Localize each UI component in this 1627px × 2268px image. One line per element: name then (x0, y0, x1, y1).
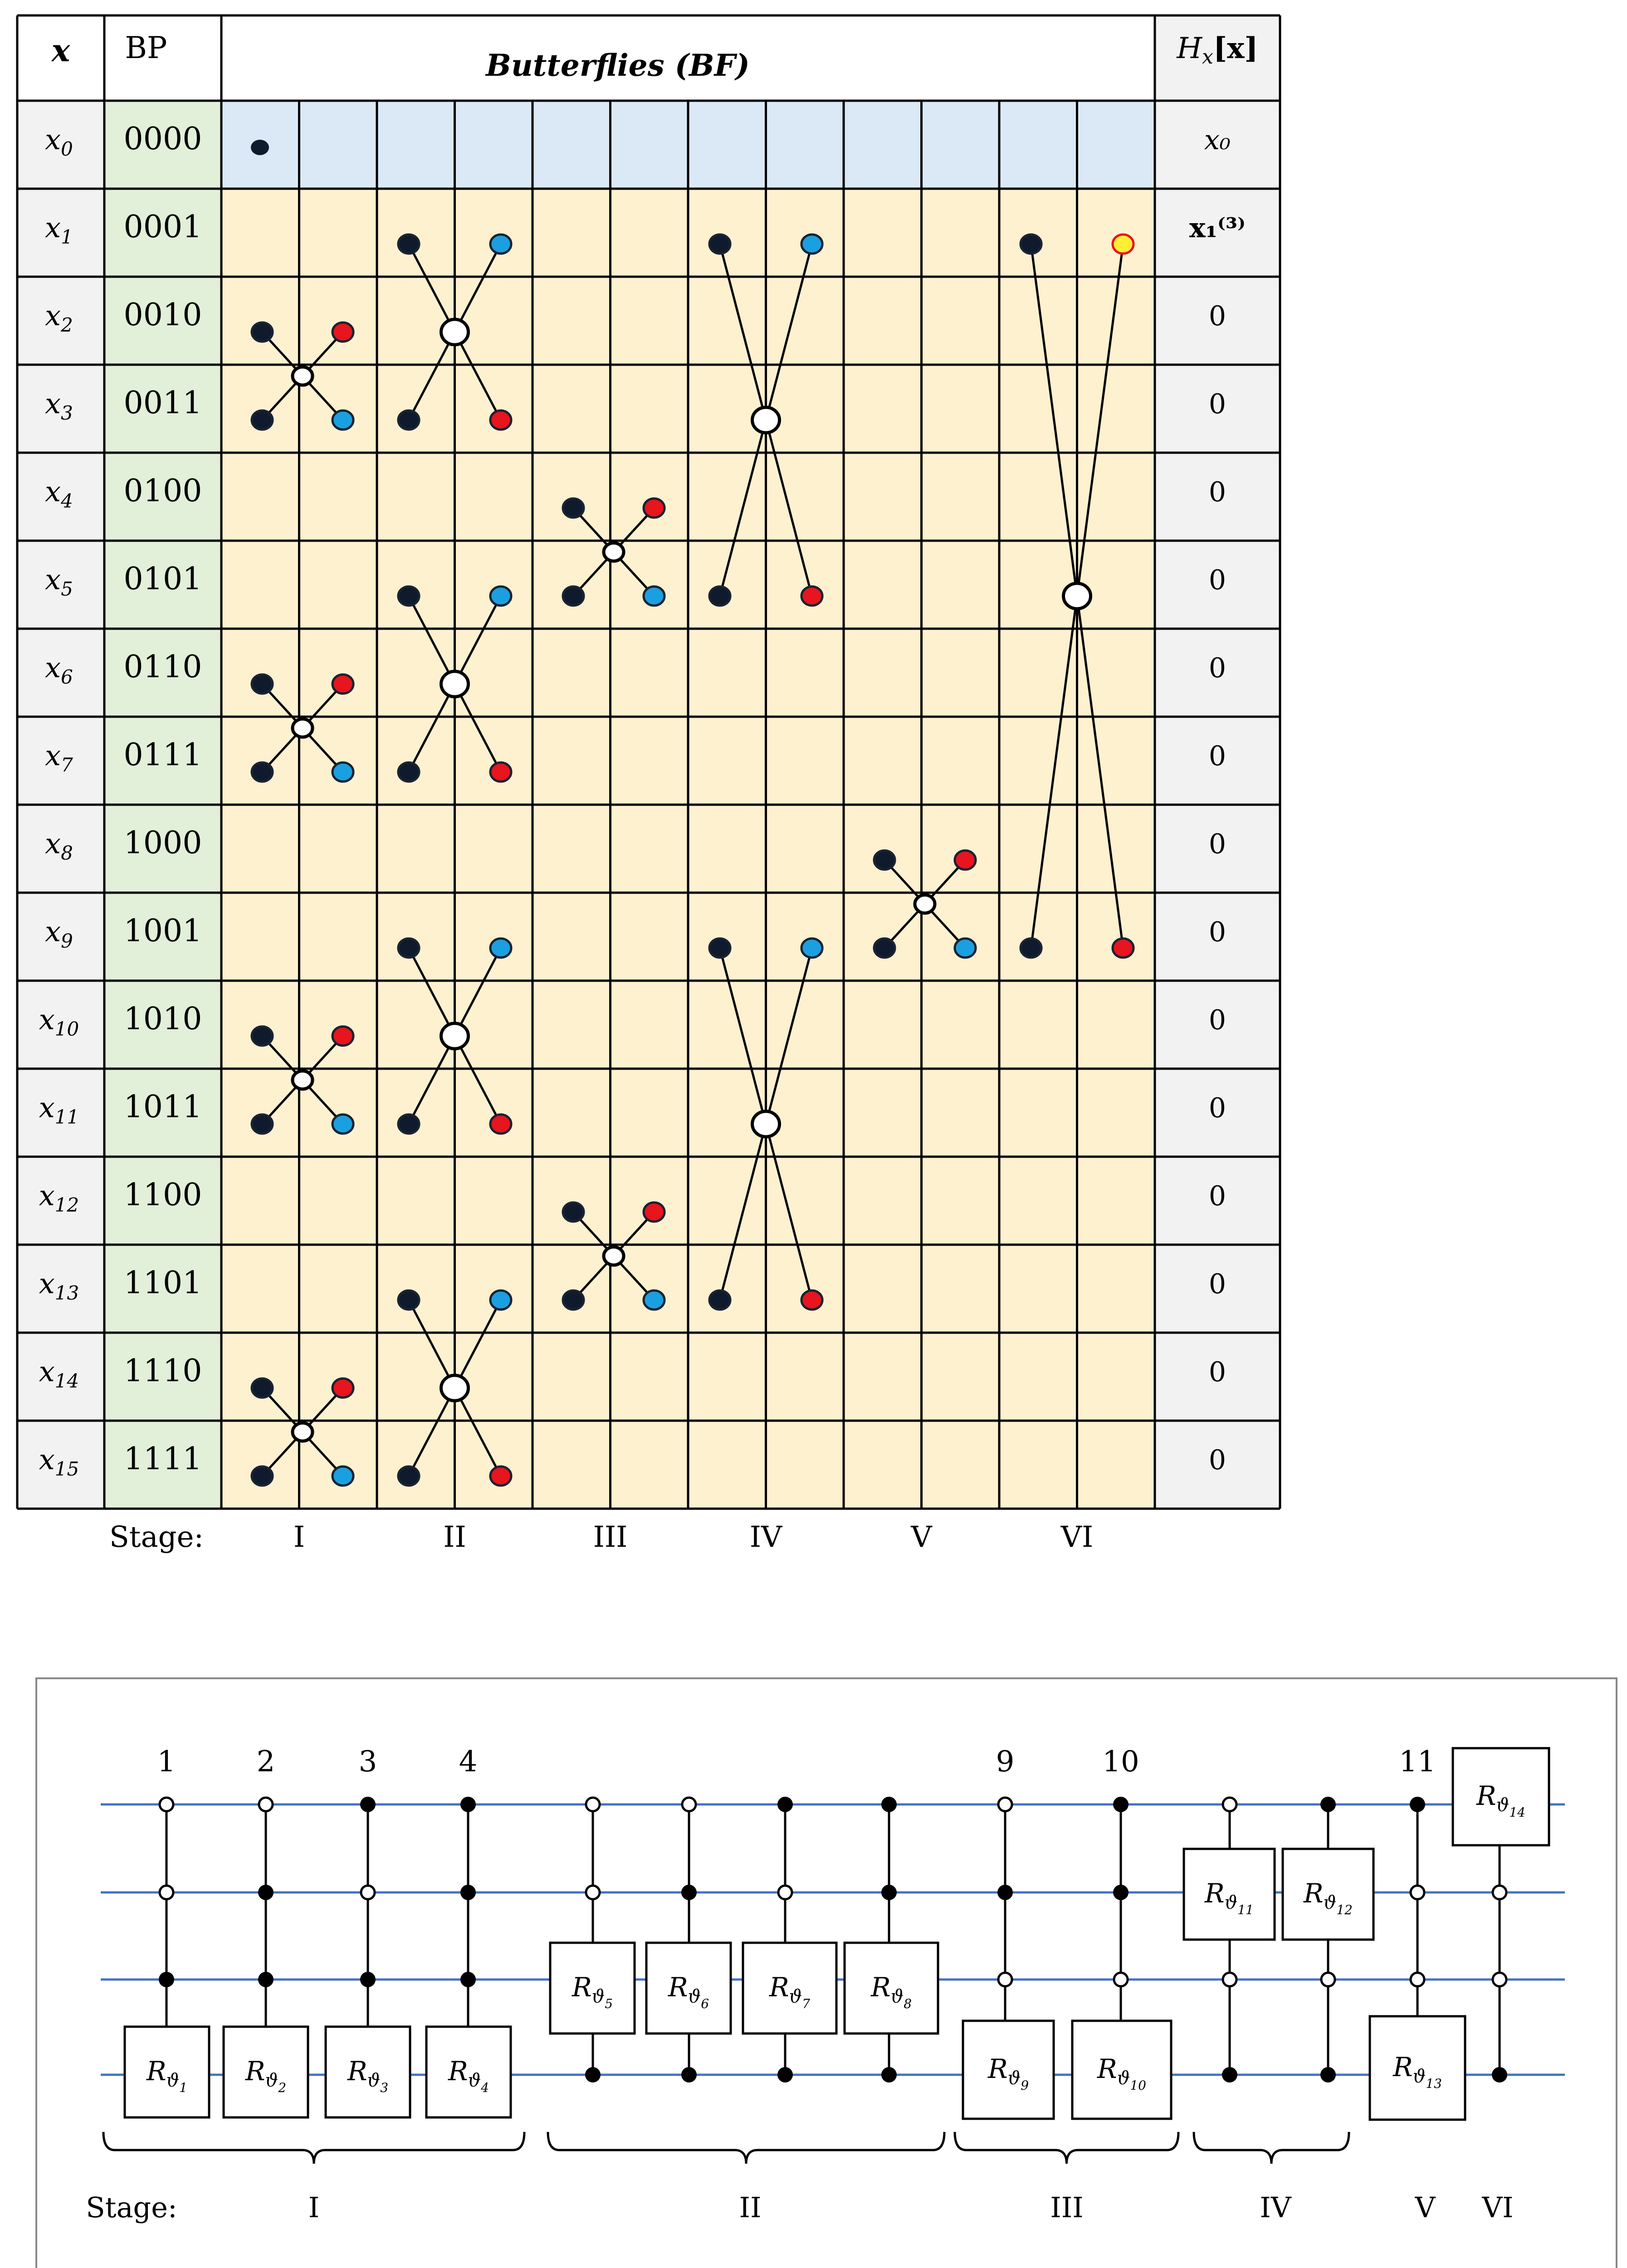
x-label-main: x (45, 827, 61, 860)
table-stage-II: II (443, 1520, 466, 1554)
control-dot-filled (681, 1885, 697, 1900)
control-dot-filled (881, 1885, 897, 1900)
hx-value: 0 (1208, 916, 1226, 948)
x-label-subscript: 2 (61, 314, 73, 336)
butterfly-input-node (398, 587, 419, 606)
butterfly-output-node (490, 235, 511, 254)
rotation-gate (646, 1943, 731, 2033)
control-dot-filled (777, 1797, 793, 1812)
butterfly-output-node (332, 1026, 353, 1046)
butterflies-header: Butterflies (BF) (486, 48, 750, 83)
x-label-main: x (39, 1003, 55, 1036)
control-dot-open (586, 1798, 600, 1811)
table-stage-I: I (293, 1520, 305, 1554)
control-dot-filled (360, 1797, 376, 1812)
control-dot-open (1493, 1886, 1506, 1899)
gate-label-theta: ϑ (265, 2070, 278, 2091)
butterfly-input-node (398, 1466, 419, 1486)
control-dot-filled (1113, 1885, 1129, 1900)
gate-label-theta: ϑ (367, 2070, 381, 2091)
x-label-subscript: 0 (61, 138, 73, 160)
butterfly-input-node (398, 938, 419, 958)
circuit-stage-VI: VI (1482, 2191, 1514, 2224)
butterfly-input-node (563, 1202, 584, 1222)
control-dot-filled (1320, 2067, 1336, 2082)
control-dot-open (160, 1798, 173, 1811)
bp-value: 0100 (123, 473, 202, 509)
butterfly-input-node (252, 675, 273, 694)
gate-number: 10 (1102, 1745, 1139, 1779)
gate-label-theta: ϑ (1117, 2068, 1130, 2089)
control-dot-open (1321, 1973, 1335, 1986)
control-dot-filled (1113, 1797, 1129, 1812)
x-label-subscript: 8 (61, 842, 73, 864)
gate-label-r: R (245, 2056, 265, 2087)
hx-value: 0 (1208, 1004, 1226, 1036)
bp-value: 1110 (123, 1353, 202, 1389)
bp-value: 1100 (123, 1177, 202, 1213)
butterfly-center-node (604, 543, 624, 561)
x-label-subscript: 10 (54, 1018, 79, 1040)
rotation-gate (1072, 2021, 1171, 2119)
circuit-stage-III: III (1050, 2191, 1084, 2224)
control-dot-filled (1410, 1797, 1425, 1812)
bp-value: 0101 (123, 561, 202, 597)
gate-label-index: 11 (1237, 1902, 1254, 1917)
x-label-subscript: 5 (61, 578, 73, 600)
gate-label-theta: ϑ (591, 1986, 605, 2007)
bp-value: 0000 (123, 121, 202, 157)
butterfly-output-node (490, 587, 511, 606)
butterfly-input-node (252, 763, 273, 782)
butterfly-output-node (1113, 938, 1134, 958)
table-stage-label: Stage: (109, 1520, 204, 1554)
gate-label-index: 1 (179, 2080, 188, 2095)
butterfly-center-node (441, 671, 469, 697)
butterfly-center-node (293, 367, 313, 385)
butterfly-center-node (752, 407, 780, 433)
rotation-gate (1453, 1748, 1549, 1845)
rotation-gate (125, 2027, 209, 2117)
gate-label-r: R (1304, 1878, 1324, 1909)
control-dot-filled (1222, 2067, 1237, 2082)
control-dot-filled (881, 2067, 897, 2082)
gate-label-r: R (987, 2053, 1008, 2084)
gate-number: 9 (996, 1745, 1015, 1779)
control-dot-filled (997, 1885, 1013, 1900)
x-label-subscript: 6 (61, 666, 73, 688)
gate-number: 2 (256, 1745, 275, 1779)
control-dot-filled (777, 2067, 793, 2082)
x-label-subscript: 1 (61, 226, 73, 248)
control-dot-filled (681, 2067, 697, 2082)
circuit-panel (36, 1678, 1617, 2268)
hx-value: 0 (1208, 1356, 1226, 1388)
gate-label-index: 6 (701, 1996, 709, 2011)
x-label-main: x (45, 739, 61, 772)
gate-label-r: R (572, 1972, 592, 2003)
x-label-main: x (39, 1091, 55, 1124)
butterfly-input-node (252, 1466, 273, 1486)
butterfly-output-node (955, 850, 976, 870)
butterfly-input-node (563, 587, 584, 606)
gate-label-index: 4 (481, 2080, 489, 2095)
control-dot-open (682, 1798, 696, 1811)
rotation-gate (326, 2027, 410, 2117)
rotation-gate (963, 2021, 1054, 2119)
butterfly-center-node (915, 895, 935, 913)
control-dot-open (1411, 1886, 1424, 1899)
butterfly-input-node (398, 1114, 419, 1134)
rotation-gate (1370, 2016, 1465, 2120)
x-label-subscript: 9 (61, 930, 73, 952)
control-dot-open (1411, 1973, 1424, 1986)
hx-value: 0 (1208, 740, 1226, 772)
rotation-gate (1283, 1849, 1373, 1940)
butterfly-input-node (1021, 235, 1041, 254)
butterfly-output-node (801, 235, 822, 254)
rotation-gate (550, 1943, 635, 2033)
table-stage-IV: IV (749, 1520, 782, 1554)
butterfly-table (17, 15, 1280, 1554)
butterfly-output-node (955, 938, 976, 958)
hx-value: x₀ (1204, 124, 1231, 156)
control-dot-open (1223, 1798, 1236, 1811)
butterfly-center-node (293, 719, 313, 737)
gate-label-theta: ϑ (1496, 1795, 1510, 1816)
hx-value: 0 (1208, 1268, 1226, 1300)
hx-value: 0 (1208, 300, 1226, 332)
bp-value: 0001 (123, 209, 202, 245)
gate-label-theta: ϑ (688, 1986, 701, 2007)
gate-label-r: R (668, 1972, 688, 2003)
butterfly-output-node (490, 1466, 511, 1486)
butterfly-output-node (332, 1378, 353, 1398)
control-dot-open (1223, 1973, 1236, 1986)
gate-label-r: R (347, 2056, 367, 2087)
gate-label-theta: ϑ (1412, 2066, 1426, 2087)
gate-label-r: R (1393, 2052, 1413, 2082)
x-label-subscript: 3 (61, 402, 73, 424)
butterfly-input-node (563, 1290, 584, 1310)
butterfly-output-node (332, 411, 353, 430)
butterfly-input-node (398, 235, 419, 254)
control-dot-filled (159, 1972, 174, 1987)
control-dot-filled (460, 1885, 476, 1900)
gate-label-index: 8 (904, 1996, 912, 2011)
hx-value: 0 (1208, 1444, 1226, 1476)
gate-label-r: R (870, 1972, 891, 2003)
butterfly-output-node (801, 1290, 822, 1310)
x-label-main: x (45, 651, 61, 684)
bp-value: 0011 (123, 385, 202, 421)
butterfly-center-node (441, 1375, 469, 1401)
hx-value: x₁⁽³⁾ (1189, 212, 1246, 244)
control-dot-open (1114, 1973, 1128, 1986)
gate-label-theta: ϑ (1224, 1892, 1238, 1913)
bp-value: 1011 (123, 1089, 202, 1125)
gate-label-index: 9 (1021, 2078, 1029, 2093)
x-label-main: x (39, 1179, 55, 1212)
control-dot-filled (360, 1972, 376, 1987)
butterfly-center-node (604, 1247, 624, 1265)
x-label-main: x (45, 211, 61, 244)
butterfly-input-node (874, 938, 895, 958)
control-dot-filled (460, 1797, 476, 1812)
rotation-gate (845, 1943, 938, 2033)
circuit-stage-label: Stage: (86, 2191, 177, 2224)
rotation-gate (426, 2027, 511, 2117)
butterfly-output-node (1113, 235, 1134, 254)
control-dot-filled (881, 1797, 897, 1812)
butterfly-input-node (709, 235, 730, 254)
butterfly-input-node (874, 850, 895, 870)
control-dot-filled (1320, 1797, 1336, 1812)
butterfly-output-node (801, 938, 822, 958)
butterfly-center-node (441, 1023, 469, 1049)
butterfly-input-node (398, 763, 419, 782)
gate-label-r: R (146, 2056, 166, 2087)
bp-column-header: BP (125, 30, 167, 65)
butterfly-output-node (490, 411, 511, 430)
x-label-main: x (45, 475, 61, 508)
gate-number: 4 (459, 1745, 478, 1779)
x-label-main: x (39, 1267, 55, 1300)
butterfly-output-node (332, 1466, 353, 1486)
gate-label-index: 10 (1130, 2078, 1146, 2093)
gate-label-r: R (448, 2056, 468, 2087)
x-column-header: x (51, 33, 70, 69)
butterfly-output-node (644, 587, 664, 606)
bp-value: 1010 (123, 1001, 202, 1037)
x-label-subscript: 4 (61, 490, 73, 512)
table-stage-VI: VI (1060, 1520, 1094, 1554)
hx-value: 0 (1208, 564, 1226, 596)
gate-label-theta: ϑ (166, 2070, 180, 2091)
gate-number: 11 (1399, 1745, 1436, 1779)
x-label-subscript: 13 (54, 1282, 79, 1304)
butterfly-output-node (332, 1114, 353, 1134)
bp-value: 0110 (123, 649, 202, 685)
control-dot-open (259, 1798, 273, 1811)
bp-value: 0010 (123, 297, 202, 333)
butterfly-input-node (709, 587, 730, 606)
gate-label-theta: ϑ (890, 1986, 904, 2007)
butterfly-output-node (490, 938, 511, 958)
gate-label-index: 14 (1509, 1805, 1525, 1820)
butterfly-input-node (709, 1290, 730, 1310)
butterfly-input-node (252, 411, 273, 430)
x0-black-node (251, 140, 269, 155)
butterfly-input-node (252, 1378, 273, 1398)
gate-label-theta: ϑ (1323, 1892, 1337, 1913)
gate-label-r: R (1097, 2053, 1117, 2084)
gate-label-index: 3 (380, 2080, 389, 2095)
hx-value: 0 (1208, 652, 1226, 684)
rotation-gate (1184, 1849, 1275, 1940)
butterfly-output-node (490, 763, 511, 782)
hx-header-arg: [x] (1213, 31, 1258, 65)
circuit-stage-V: V (1415, 2191, 1436, 2224)
butterfly-output-node (332, 323, 353, 342)
x-label-subscript: 15 (54, 1458, 79, 1480)
hx-header-sub: x (1202, 45, 1213, 68)
gate-label-index: 2 (278, 2080, 287, 2095)
x-label-subscript: 14 (54, 1370, 79, 1392)
control-dot-filled (1492, 2067, 1507, 2082)
gate-number: 1 (157, 1745, 176, 1779)
bp-value: 1001 (123, 913, 202, 949)
x-label-main: x (45, 563, 61, 596)
butterfly-output-node (801, 587, 822, 606)
butterfly-input-node (563, 499, 584, 518)
butterfly-input-node (398, 411, 419, 430)
bp-value: 1000 (123, 825, 202, 861)
control-dot-open (160, 1886, 173, 1899)
control-dot-open (361, 1886, 375, 1899)
rotation-gate (743, 1943, 836, 2033)
butterfly-input-node (252, 323, 273, 342)
butterfly-input-node (398, 1290, 419, 1310)
butterfly-input-node (252, 1114, 273, 1134)
hx-column-header (1176, 31, 1258, 68)
table-stage-V: V (911, 1520, 932, 1554)
control-dot-filled (258, 1972, 274, 1987)
control-dot-filled (585, 2067, 601, 2082)
circuit-stage-I: I (308, 2191, 320, 2224)
hx-value: 0 (1208, 828, 1226, 860)
butterfly-output-node (490, 1114, 511, 1134)
butterfly-center-node (293, 1071, 313, 1089)
control-dot-open (998, 1973, 1012, 1986)
butterfly-input-node (1021, 938, 1041, 958)
row0-node (251, 140, 269, 155)
control-dot-open (1493, 1973, 1506, 1986)
gate-label-theta: ϑ (468, 2070, 481, 2091)
hx-value: 0 (1208, 1180, 1226, 1212)
gate-label-index: 12 (1336, 1902, 1353, 1917)
bp-value: 1111 (123, 1441, 202, 1477)
x-label-main: x (39, 1443, 55, 1476)
gate-label-r: R (769, 1972, 789, 2003)
butterfly-center-node (293, 1423, 313, 1441)
table-stage-III: III (593, 1520, 628, 1554)
butterfly-center-node (1064, 583, 1091, 609)
butterfly-output-node (332, 763, 353, 782)
gate-label-r: R (1476, 1780, 1496, 1811)
bp-value: 1101 (123, 1265, 202, 1301)
control-dot-open (778, 1886, 792, 1899)
circuit-stage-IV: IV (1260, 2191, 1291, 2224)
hx-value: 0 (1208, 476, 1226, 508)
rotation-gate (224, 2027, 308, 2117)
x-label-subscript: 11 (54, 1106, 79, 1128)
hx-header-main: H (1177, 32, 1202, 65)
x-label-subscript: 12 (54, 1194, 79, 1216)
gate-label-theta: ϑ (1007, 2068, 1021, 2089)
butterfly-input-node (252, 1026, 273, 1046)
gate-label-index: 7 (802, 1996, 811, 2011)
control-dot-filled (258, 1885, 274, 1900)
butterfly-output-node (644, 1290, 664, 1310)
table-stage-labels (293, 1520, 1093, 1554)
control-dot-open (586, 1886, 600, 1899)
x-label-main: x (45, 387, 61, 420)
x-label-main: x (39, 1355, 55, 1388)
x-label-main: x (45, 299, 61, 332)
butterfly-output-node (644, 1202, 664, 1222)
x-label-subscript: 7 (61, 754, 73, 776)
butterfly-output-node (490, 1290, 511, 1310)
butterfly-center-node (752, 1111, 780, 1137)
butterfly-center-node (441, 319, 469, 345)
control-dot-filled (460, 1972, 476, 1987)
circuit-stage-II: II (739, 2191, 762, 2224)
butterfly-input-node (709, 938, 730, 958)
butterfly-output-node (644, 499, 664, 518)
hx-value: 0 (1208, 388, 1226, 420)
gate-label-index: 5 (605, 1996, 613, 2011)
gate-label-index: 13 (1426, 2076, 1442, 2091)
butterfly-output-node (332, 675, 353, 694)
x-label-main: x (45, 915, 61, 948)
gate-number: 3 (358, 1745, 377, 1779)
control-dot-open (998, 1798, 1012, 1811)
gate-label-theta: ϑ (789, 1986, 802, 2007)
x-label-main: x (45, 123, 61, 156)
gate-label-r: R (1205, 1878, 1225, 1909)
bp-value: 0111 (123, 737, 202, 773)
hx-value: 0 (1208, 1092, 1226, 1124)
